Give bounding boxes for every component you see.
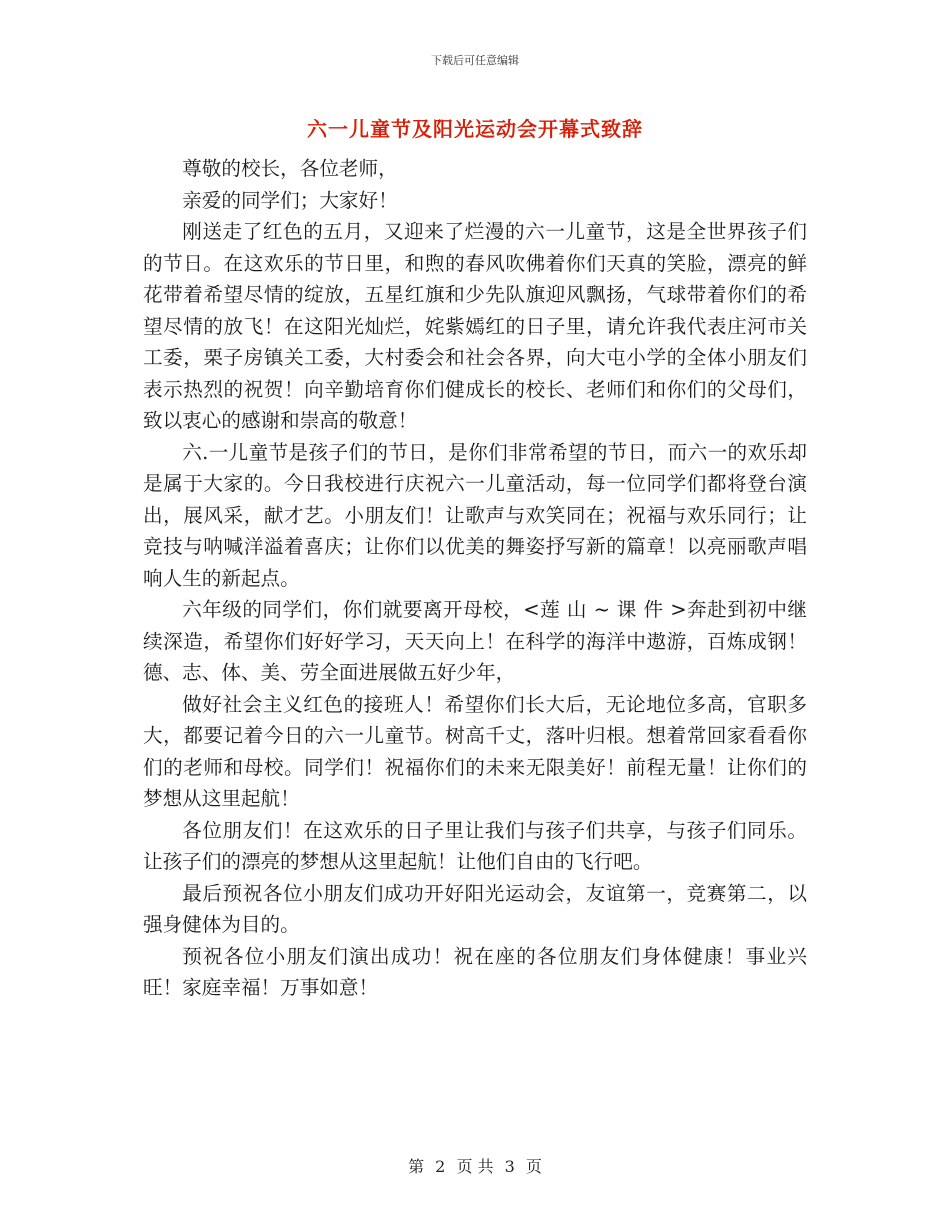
- paragraph-5: 各位朋友们！在这欢乐的日子里让我们与孩子们共享，与孩子们同乐。让孩子们的漂亮的梦想从这里起航！让他们自由的飞行吧。: [143, 818, 807, 873]
- footer-middle: 页 共: [456, 1157, 494, 1176]
- document-title: 六一儿童节及阳光运动会开幕式致辞: [307, 117, 643, 141]
- paragraph-salutation-1: 尊敬的校长，各位老师，: [182, 157, 398, 180]
- paragraph-7: 预祝各位小朋友们演出成功！祝在座的各位朋友们身体健康！事业兴旺！家庭幸福！万事如意！: [143, 944, 807, 999]
- paragraph-1: 刚送走了红色的五月，又迎来了烂漫的六一儿童节，这是全世界孩子们的节日。在这欢乐的节日里，和煦的春风吹佛着你们天真的笑脸，漂亮的鲜花带着希望尽情的绽放，五星红旗和少先队旗迎风飘扬，气球带着你们的希望尽情的放飞！在这阳光灿烂，姹紫嫣红的日子里，请允许我代表庄河市关工委，栗子房镇关工委，大村委会和社会各界，向大屯小学的全体小朋友们表示热烈的祝贺！向辛勤培育你们健成长的校长、老师们和你们的父母们，致以衷心的感谢和崇高的敬意！: [143, 220, 807, 432]
- paragraph-3: 六年级的同学们，你们就要离开母校，<莲 山 ~ 课 件 >奔赴到初中继续深造，希望你们好好学习，天天向上！在科学的海洋中遨游，百炼成钢！德、志、体、美、劳全面进展做五好少年，: [143, 598, 807, 684]
- footer-page-number: 2: [435, 1157, 446, 1176]
- document-body: [143, 153, 807, 1004]
- footer-suffix: 页: [525, 1157, 542, 1176]
- footer-total-pages: 3: [504, 1157, 515, 1176]
- page-header-note: 下载后可任意编辑: [431, 54, 519, 67]
- page-footer: [0, 1154, 950, 1177]
- paragraph-salutation-2: 亲爱的同学们；大家好！: [182, 188, 398, 212]
- footer-prefix: 第: [408, 1157, 425, 1176]
- paragraph-6: 最后预祝各位小朋友们成功开好阳光运动会，友谊第一，竞赛第二，以强身健体为目的。: [143, 881, 807, 936]
- paragraph-2: 六.一儿童节是孩子们的节日，是你们非常希望的节日，而六一的欢乐却是属于大家的。今日我校进行庆祝六一儿童活动，每一位同学们都将登台演出，展风采，献才艺。小朋友们！让歌声与欢笑同在；祝福与欢乐同行；让竞技与呐喊洋溢着喜庆；让你们以优美的舞姿抒写新的篇章！以亮丽歌声唱响人生的新起点。: [143, 440, 807, 590]
- paragraph-4: 做好社会主义红色的接班人！希望你们长大后，无论地位多高，官职多大，都要记着今日的六一儿童节。树高千丈，落叶归根。想着常回家看看你们的老师和母校。同学们！祝福你们的未来无限美好！前程无量！让你们的梦想从这里起航！: [143, 692, 807, 810]
